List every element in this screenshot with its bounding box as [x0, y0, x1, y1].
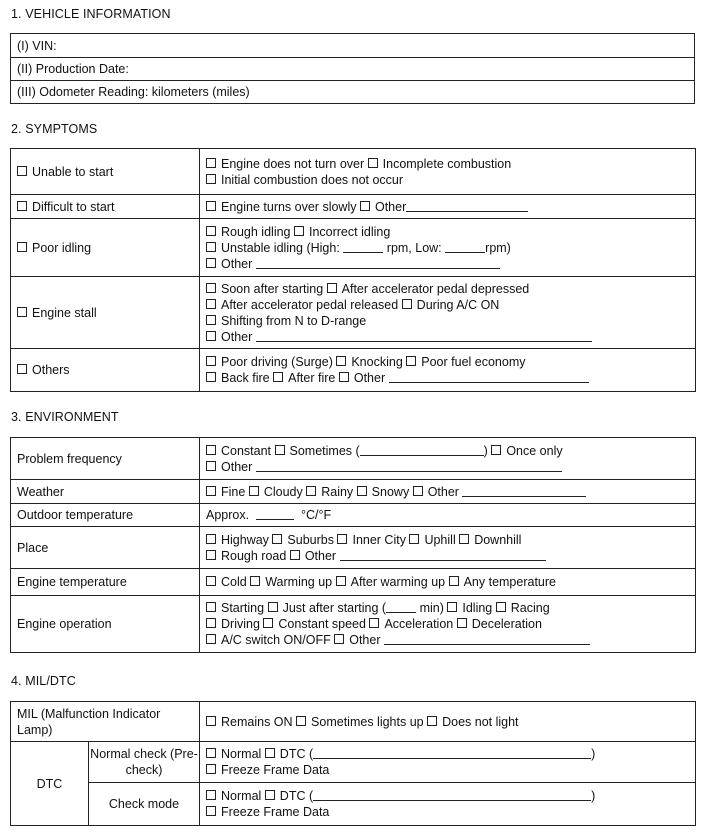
checkbox[interactable] — [409, 534, 419, 544]
symptom-label[interactable]: Difficult to start — [11, 195, 200, 219]
checkbox[interactable] — [327, 283, 337, 293]
checkbox[interactable] — [17, 364, 27, 374]
checkbox[interactable] — [206, 790, 216, 800]
environment-options: Cold Warming up After warming up Any temperature — [200, 569, 696, 596]
section-title-environment: 3. ENVIRONMENT — [11, 410, 119, 424]
checkbox[interactable] — [206, 242, 216, 252]
section-title-symptoms: 2. SYMPTOMS — [11, 122, 98, 136]
blank-field[interactable] — [386, 601, 416, 613]
symptoms-table — [10, 148, 696, 392]
blank-field[interactable] — [445, 241, 485, 253]
checkbox[interactable] — [369, 618, 379, 628]
checkbox[interactable] — [290, 550, 300, 560]
checkbox[interactable] — [273, 372, 283, 382]
checkbox[interactable] — [275, 445, 285, 455]
odometer-field[interactable]: (III) Odometer Reading: kilometers (miles) — [11, 81, 695, 104]
environment-table — [10, 437, 696, 653]
environment-label: Engine temperature — [11, 569, 200, 596]
environment-options: Constant Sometimes ( ) Once only Other — [200, 438, 696, 480]
environment-label: Problem frequency — [11, 438, 200, 480]
checkbox[interactable] — [206, 550, 216, 560]
blank-field[interactable] — [340, 549, 546, 561]
checkbox[interactable] — [206, 634, 216, 644]
checkbox[interactable] — [206, 748, 216, 758]
checkbox[interactable] — [206, 764, 216, 774]
symptom-options: Poor driving (Surge) Knocking Poor fuel economy Back fire After fire Other — [200, 349, 696, 392]
dtc-label: DTC — [11, 742, 89, 826]
checkbox[interactable] — [206, 226, 216, 236]
blank-field[interactable] — [384, 633, 590, 645]
checkbox[interactable] — [265, 790, 275, 800]
checkbox[interactable] — [206, 486, 216, 496]
checkbox[interactable] — [491, 445, 501, 455]
checkbox[interactable] — [496, 602, 506, 612]
checkbox[interactable] — [272, 534, 282, 544]
checkbox[interactable] — [206, 315, 216, 325]
checkbox[interactable] — [265, 748, 275, 758]
vin-field[interactable]: (I) VIN: — [11, 34, 695, 58]
normal-check-options: Normal DTC ( ) Freeze Frame Data — [200, 742, 696, 783]
checkbox[interactable] — [17, 201, 27, 211]
symptom-label[interactable]: Others — [11, 349, 200, 392]
checkbox[interactable] — [206, 356, 216, 366]
environment-label: Engine operation — [11, 596, 200, 653]
blank-field[interactable] — [313, 747, 591, 759]
symptom-options: Soon after starting After accelerator pedal depressed After accelerator pedal released During A/C ON Shifting from N to D-range Other — [200, 277, 696, 349]
checkbox[interactable] — [263, 618, 273, 628]
mil-label: MIL (Malfunction Indicator Lamp) — [11, 702, 200, 742]
checkbox[interactable] — [406, 356, 416, 366]
environment-options: Fine Cloudy Rainy Snowy Other — [200, 480, 696, 504]
blank-field[interactable] — [256, 330, 592, 342]
checkbox[interactable] — [206, 174, 216, 184]
blank-field[interactable] — [462, 485, 586, 497]
symptom-options: Engine does not turn over Incomplete combustion Initial combustion does not occur — [200, 149, 696, 195]
blank-field[interactable] — [360, 444, 484, 456]
checkbox[interactable] — [268, 602, 278, 612]
checkbox[interactable] — [296, 716, 306, 726]
production-date-field[interactable]: (II) Production Date: — [11, 58, 695, 81]
section-title-mil-dtc: 4. MIL/DTC — [11, 674, 76, 688]
checkbox[interactable] — [306, 486, 316, 496]
blank-field[interactable] — [389, 371, 589, 383]
checkbox[interactable] — [206, 576, 216, 586]
checkbox[interactable] — [337, 534, 347, 544]
checkbox[interactable] — [206, 602, 216, 612]
blank-field[interactable] — [256, 257, 500, 269]
blank-field[interactable] — [343, 241, 383, 253]
checkbox[interactable] — [206, 158, 216, 168]
environment-label: Place — [11, 527, 200, 569]
checkbox[interactable] — [249, 486, 259, 496]
checkbox[interactable] — [457, 618, 467, 628]
checkbox[interactable] — [250, 576, 260, 586]
checkbox[interactable] — [206, 299, 216, 309]
vehicle-info-table — [10, 33, 695, 104]
checkbox[interactable] — [17, 166, 27, 176]
checkbox[interactable] — [427, 716, 437, 726]
environment-label: Weather — [11, 480, 200, 504]
environment-options: Starting Just after starting ( min) Idling Racing Driving Constant speed Acceleration Deceleration A/C switch ON/OFF Other — [200, 596, 696, 653]
checkbox[interactable] — [368, 158, 378, 168]
symptom-label[interactable]: Unable to start — [11, 149, 200, 195]
checkbox[interactable] — [17, 307, 27, 317]
checkbox[interactable] — [206, 716, 216, 726]
normal-check-label: Normal check (Pre-check) — [89, 742, 200, 783]
symptom-label[interactable]: Engine stall — [11, 277, 200, 349]
checkbox[interactable] — [206, 461, 216, 471]
blank-field[interactable] — [256, 460, 562, 472]
checkbox[interactable] — [413, 486, 423, 496]
blank-field[interactable] — [406, 200, 528, 212]
checkbox[interactable] — [17, 242, 27, 252]
checkbox[interactable] — [449, 576, 459, 586]
checkbox[interactable] — [339, 372, 349, 382]
check-mode-options: Normal DTC ( ) Freeze Frame Data — [200, 783, 696, 826]
environment-options: Highway Suburbs Inner City Uphill Downhill Rough road Other — [200, 527, 696, 569]
checkbox[interactable] — [459, 534, 469, 544]
blank-field[interactable] — [313, 789, 591, 801]
checkbox[interactable] — [336, 356, 346, 366]
checkbox[interactable] — [294, 226, 304, 236]
checkbox[interactable] — [206, 618, 216, 628]
checkbox[interactable] — [402, 299, 412, 309]
checkbox[interactable] — [206, 806, 216, 816]
environment-options: Approx. °C/°F — [200, 504, 696, 527]
section-title-vehicle: 1. VEHICLE INFORMATION — [11, 7, 171, 21]
environment-label: Outdoor temperature — [11, 504, 200, 527]
mil-options: Remains ON Sometimes lights up Does not light — [200, 702, 696, 742]
checkbox[interactable] — [360, 201, 370, 211]
check-mode-label: Check mode — [89, 783, 200, 826]
checkbox[interactable] — [334, 634, 344, 644]
blank-field[interactable] — [256, 508, 294, 520]
symptom-label[interactable]: Poor idling — [11, 219, 200, 277]
checkbox[interactable] — [206, 445, 216, 455]
checkbox[interactable] — [357, 486, 367, 496]
mil-dtc-table — [10, 701, 696, 826]
checkbox[interactable] — [206, 201, 216, 211]
checkbox[interactable] — [206, 283, 216, 293]
checkbox[interactable] — [447, 602, 457, 612]
checkbox[interactable] — [206, 331, 216, 341]
symptom-options: Engine turns over slowly Other — [200, 195, 696, 219]
checkbox[interactable] — [206, 372, 216, 382]
checkbox[interactable] — [206, 258, 216, 268]
checkbox[interactable] — [206, 534, 216, 544]
symptom-options: Rough idling Incorrect idling Unstable idling (High: rpm, Low: rpm) Other — [200, 219, 696, 277]
checkbox[interactable] — [336, 576, 346, 586]
